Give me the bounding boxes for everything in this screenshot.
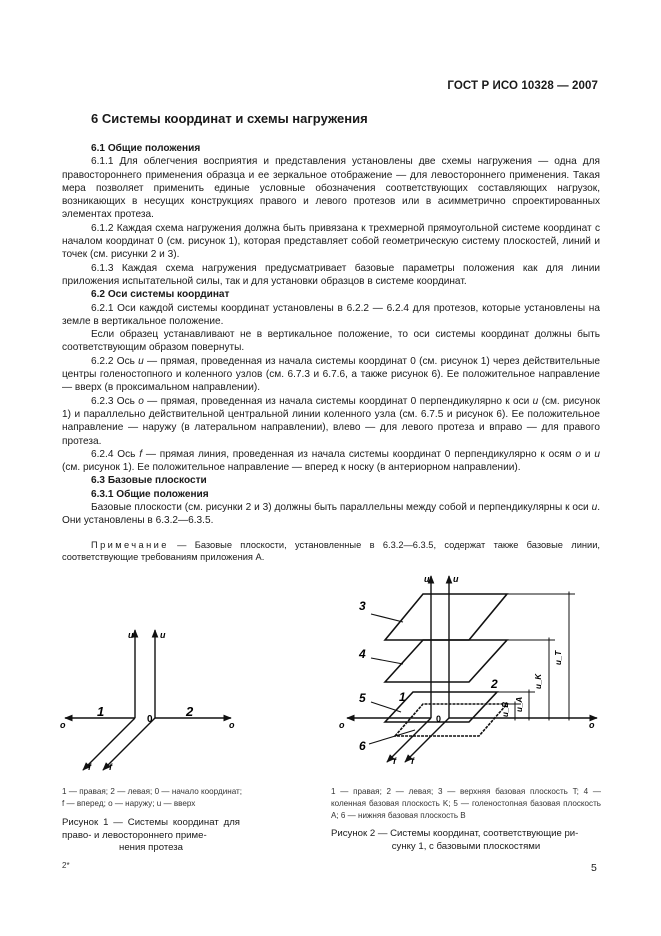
fig2-label-u-right: u	[424, 574, 430, 584]
fig2-label-2: 2	[491, 677, 498, 691]
figure-1-legend: 1 — правая; 2 — левая; 0 — начало координат; f — вперед; o — наружу; u — вверх	[62, 787, 242, 808]
figure-2-reference-planes	[335, 568, 600, 780]
fig1-label-o-left: o	[229, 720, 235, 730]
axis-symbol: o	[575, 448, 582, 460]
caption-text-last: сунку 1, с базовыми плоскостями	[391, 840, 541, 852]
note-text: — Базовые плоскости, установленные в 6.3.2—6.3.5, содержат также базовые линии, соответствующие требованиям приложения А.	[62, 539, 600, 563]
heading-6-3-1: 6.3.1 Общие положения	[91, 488, 209, 500]
fig2-plane-T	[385, 594, 507, 640]
caption-text: Рисунок 1 — Системы координат для право- и левостороннего приме-	[62, 817, 240, 841]
paragraph-6-2-1-b: Если образец устанавливают не в вертикальное положение, то оси системы координат должны быть соответствующим образом повернуты.	[62, 329, 600, 354]
fig2-dim-K-label: u_K	[534, 673, 543, 689]
text-run: 6.2.2 Ось	[91, 355, 139, 367]
text-run: — прямая линия, проведенная из начала системы координат 0 перпендикулярно к осям	[142, 448, 576, 460]
fig2-label-o-left: o	[589, 720, 595, 730]
paragraph-6-2-2	[62, 355, 600, 395]
fig2-dim-B-label: u_B	[501, 701, 510, 717]
figure-2-legend: 1 — правая; 2 — левая; 3 — верхняя базовая плоскость T; 4 — коленная базовая плоскость K; 5 — голеностопная базовая плоскость A; 6 — нижняя базовая плоскость B	[331, 787, 601, 820]
fig2-label-1: 1	[399, 690, 406, 704]
text-run: (см. рисунок 1). Ее положительное направление — вперед к носку (в антериорном направлении).	[62, 462, 521, 474]
fig2-label-3: 3	[359, 599, 366, 613]
page-number: 5	[591, 862, 597, 874]
signature-mark: 2*	[62, 861, 70, 870]
fig2-leader-5	[371, 702, 401, 712]
fig1-label-o-right: o	[60, 720, 66, 730]
fig2-label-origin: 0	[436, 714, 442, 724]
fig2-label-5: 5	[359, 691, 366, 705]
fig2-label-f-left: f	[411, 756, 414, 766]
caption-text: Рисунок 2 — Системы координат, соответствующие ри-	[331, 828, 579, 839]
axis-symbol: o	[138, 395, 144, 407]
fig2-label-o-right: o	[339, 720, 345, 730]
fig1-label-u-left: u	[160, 630, 166, 640]
text-run: — прямая, проведенная из начала системы координат 0 (см. рисунок 1) через действительные центры голеностопного и коленного узлов (см. 6.7.3 и 6.7.6, а также рисунок 6). Ее положительное направление — вверх (в проксимальном направлении).	[62, 355, 601, 394]
figure-1-caption	[62, 817, 240, 855]
fig1-label-f-left: f	[109, 762, 112, 772]
text-run: и	[581, 448, 595, 460]
fig1-label-f-right: f	[88, 762, 91, 772]
figure-2-caption	[331, 828, 601, 853]
fig1-label-origin: 0	[147, 714, 153, 725]
paragraph-6-3-1	[62, 501, 600, 528]
paragraph-6-2-3	[62, 395, 600, 448]
paragraph-6-1-1: 6.1.1 Для облегчения восприятия и представления установлены две схемы нагружения — одна для правостороннего применения образца и ее зеркальное отображение — для левостороннего применения. Такая мера позволяет применить единые условные обозначения соответствующих составляющих нагрузок, возникающих в несущих конструкциях правого и левого протезов или в асимметрично спроектированных элементах протеза.	[62, 156, 600, 221]
paragraph-6-1-3: 6.1.3 Каждая схема нагружения предусматривает базовые параметры положения как для линии приложения испытательной силы, так и для установки образцов в системе координат.	[62, 262, 600, 287]
fig2-label-4: 4	[359, 647, 366, 661]
text-run: 6.2.3 Ось	[91, 395, 139, 407]
text-run: — прямая, проведенная из начала системы координат 0 перпендикулярно к оси	[143, 395, 533, 407]
body-text	[62, 142, 600, 564]
fig1-label-1: 1	[97, 704, 105, 719]
heading-6-3: 6.3 Базовые плоскости	[91, 475, 207, 487]
axis-symbol: u	[591, 502, 598, 514]
paragraph-6-2-1: 6.2.1 Оси каждой системы координат установлены в 6.2.2 — 6.2.4 для протезов, которые установлены на земле в вертикальное положение.	[62, 302, 600, 327]
fig2-leader-4	[371, 658, 403, 664]
note	[62, 539, 600, 564]
axis-symbol: u	[532, 395, 539, 407]
section-title: 6 Системы координат и схемы нагружения	[91, 111, 368, 126]
fig2-label-f-right: f	[393, 756, 396, 766]
text-run: Базовые плоскости (см. рисунки 2 и 3) должны быть параллельны между собой и перпендикулярны к оси	[91, 502, 592, 514]
paragraph-6-1-2: 6.1.2 Каждая схема нагружения должна быть привязана к трехмерной прямоугольной системе координат с началом координат 0 (см. рисунок 1), которая представляет собой геометрическую систему плоскостей, линий и точек (см. рисунки 2 и 3).	[62, 222, 600, 261]
fig2-label-u-left: u	[453, 574, 459, 584]
fig2-label-6: 6	[359, 739, 366, 753]
caption-text-last: нения протеза	[119, 842, 183, 853]
figure-1-coordinate-systems	[55, 620, 245, 780]
fig1-label-u-right: u	[128, 630, 134, 640]
axis-symbol: u	[594, 448, 600, 460]
axis-symbol: f	[139, 448, 143, 460]
paragraph-6-2-4	[62, 448, 600, 475]
fig1-label-2: 2	[186, 704, 194, 719]
text-run: (см. рисунок 1) и параллельно действительной центральной линии коленного узла (см. 6.7.5 и рисунок 6). Ее положительное направление — наружу (в латеральном направлении), влево — для левого протеза и вправо — для правого протеза.	[62, 395, 600, 447]
fig2-leader-6	[369, 730, 415, 744]
text-run: . Они установлены в 6.3.2—6.3.5.	[62, 502, 600, 527]
axis-symbol: u	[138, 355, 144, 367]
fig2-dim-T-label: u_T	[554, 650, 563, 665]
fig2-leader-3	[371, 614, 403, 622]
heading-6-1: 6.1 Общие положения	[91, 143, 201, 154]
standard-code: ГОСТ Р ИСО 10328 — 2007	[447, 80, 598, 92]
fig2-plane-K	[385, 640, 507, 682]
text-run: 6.2.4 Ось	[91, 448, 140, 460]
heading-6-2: 6.2 Оси системы координат	[91, 289, 230, 301]
note-label: Примечание	[91, 539, 169, 550]
fig2-dim-A-label: u_A	[515, 696, 524, 712]
